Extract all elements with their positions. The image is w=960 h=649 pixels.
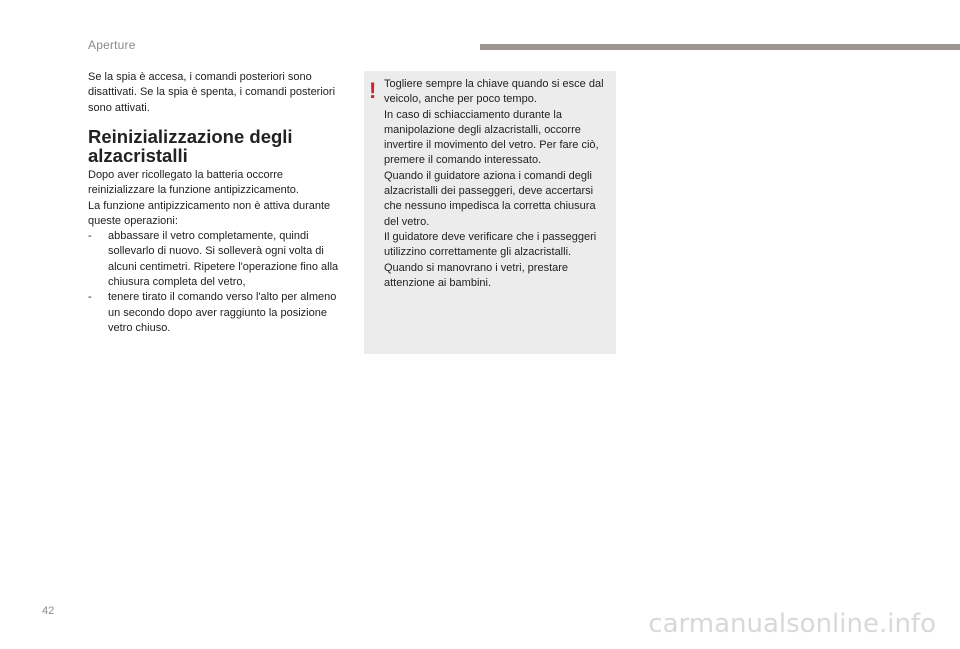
intro-paragraph: Se la spia è accesa, i comandi posteriori sono disattivati. Se la spia è spenta, i comandi posteriori sono attivati. [88,71,336,114]
heading-line-1: Reinizializzazione degli [88,126,293,147]
warning-text [384,77,610,291]
header-bar [480,44,960,50]
warning-line: Quando il guidatore aziona i comandi degli alzacristalli dei passeggeri, deve accertarsi che nessuno impedisca la corretta chiusura del vetro. [384,169,596,228]
bullet-dash: - [88,230,92,243]
body-paragraph-2: La funzione antipizzicamento non è attiva durante queste operazioni: [88,199,331,227]
page-number: 42 [42,605,55,617]
section-title: Aperture [88,38,136,52]
body-paragraph-1: Dopo aver ricollegato la batteria occorre reinizializzare la funzione antipizzicamento. [88,169,299,197]
warning-line: Togliere sempre la chiave quando si esce dal veicolo, anche per poco tempo. [384,78,604,106]
warning-exclamation-icon: ! [369,78,377,103]
warning-line: Quando si manovrano i vetri, prestare attenzione ai bambini. [384,261,569,289]
heading-line-2: alzacristalli [88,145,188,166]
bullet-item [88,290,350,336]
body-text [88,168,350,336]
warning-line: In caso di schiacciamento durante la manipolazione degli alzacristalli, occorre invertire il movimento del vetro. Per fare ciò, premere il comando interessato. [384,108,599,167]
watermark: carmanualsonline.info [648,609,936,639]
bullet-text: tenere tirato il comando verso l'alto per almeno un secondo dopo aver raggiunto la posizione vetro chiuso. [108,291,337,334]
bullet-item [88,229,350,290]
section-heading [88,127,358,165]
bullet-dash: - [88,291,92,304]
bullet-text: abbassare il vetro completamente, quindi sollevarlo di nuovo. Si solleverà ogni volta di alcuni centimetri. Ripetere l'operazione fino alla chiusura completa del vetro, [108,230,339,289]
warning-line: Il guidatore deve verificare che i passeggeri utilizzino correttamente gli alzacristalli. [384,230,597,259]
